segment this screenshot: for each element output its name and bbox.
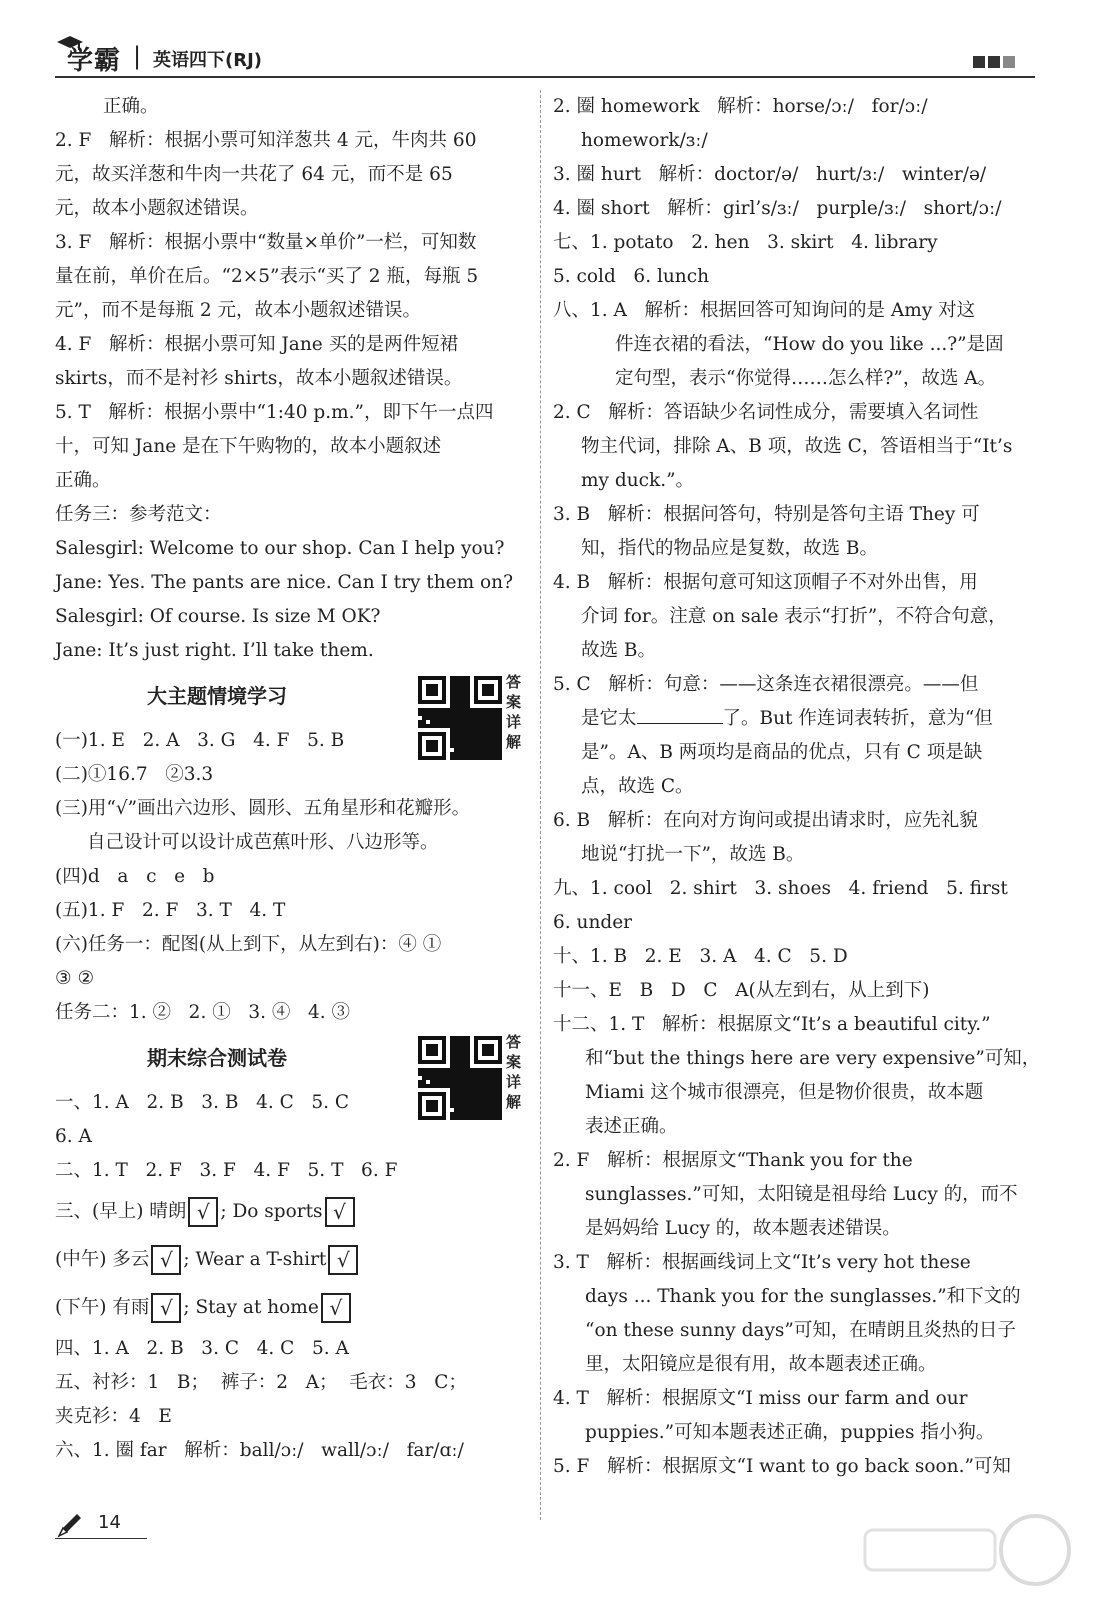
weather-check-rows [55,1188,525,1332]
answer-line: (六)任务一：配图(从上到下，从左到右)：④ ① [55,934,442,955]
answer-line: homework/ɜː/ [581,130,708,151]
answer-line: 八、1. A 解析：根据回答可知询问的是 Amy 对这 [553,300,976,321]
answer-line: 四、1. A 2. B 3. C 4. C 5. A [55,1338,349,1359]
weather-label: 三、(早上) 晴朗 [55,1201,187,1222]
answer-line: 4. F 解析：根据小票可知 Jane 买的是两件短裙 [55,334,459,355]
answer-line: “on these sunny days”可知，在晴朗且炎热的日子 [585,1320,1016,1341]
answer-line: 是”。A、B 两项均是商品的优点，只有 C 项是缺 [581,742,983,763]
answer-line: 2. F 解析：根据原文“Thank you for the [553,1150,913,1171]
answer-line: 十二、1. T 解析：根据原文“It’s a beautiful city.” [553,1014,991,1035]
answer-line: 七、1. potato 2. hen 3. skirt 4. library [553,232,938,253]
answer-line: 十一、E B D C A(从左到右，从上到下) [553,980,930,1001]
answer-line: 和“but the things here are very expensive”可知， [585,1048,1041,1069]
section-title-theme-learning: 大主题情境学习 [147,684,287,708]
page-header [55,34,1035,78]
watermark-stamp-icon [855,1510,1075,1590]
qr-code-icon [418,676,502,760]
subject-title: 英语四下(RJ) [153,50,263,71]
answer-line: my duck.”。 [581,470,695,491]
answer-line: 任务三：参考范文： [55,504,222,525]
answer-line: 量在前，单价在后。“2×5”表示“买了 2 瓶，每瓶 5 [55,266,479,287]
answer-line: 表述正确。 [585,1116,678,1137]
header-separator: | [133,42,142,70]
answer-line: 4. B 解析：根据句意可知这顶帽子不对外出售，用 [553,572,978,593]
section-title-final-exam: 期末综合测试卷 [147,1046,287,1070]
activity-label: ; Wear a T-shirt [183,1249,327,1270]
answer-line: 3. B 解析：根据问答句，特别是答句主语 They 可 [553,504,980,525]
answer-line: 5. F 解析：根据原文“I want to go back soon.”可知 [553,1456,1011,1477]
answer-line: 正确。 [103,96,159,117]
answer-line: 5. T 解析：根据小票中“1:40 p.m.”，即下午一点四 [55,402,494,423]
answer-line: skirts，而不是衬衫 shirts，故本小题叙述错误。 [55,368,463,389]
answer-block [55,90,525,668]
answer-line: 任务二：1. ② 2. ① 3. ④ 4. ③ [55,1002,351,1023]
checkbox-checked[interactable]: √ [188,1197,218,1227]
qr-label: 答案详解 [506,1033,522,1111]
answer-line: 知，指代的物品应是复数，故选 B。 [581,538,878,559]
answer-line: 6. under [553,912,632,933]
answer-line: 自己设计可以设计成芭蕉叶形、八边形等。 [87,832,439,853]
checkbox-checked[interactable]: √ [151,1245,181,1275]
answer-line: 3. T 解析：根据画线词上文“It’s very hot these [553,1252,971,1273]
answer-line: 点，故选 C。 [581,776,694,797]
footer-rule [55,1538,147,1539]
answer-line: (一)1. E 2. A 3. G 4. F 5. B [55,730,345,751]
answer-line-with-blank [553,702,1031,736]
weather-row [55,1236,525,1284]
answer-line: 十，可知 Jane 是在下午购物的，故本小题叙述 [55,436,442,457]
page-number: 14 [98,1512,121,1533]
answer-line: 地说“打扰一下”，故选 B。 [581,844,805,865]
answer-line: 3. 圈 hurt 解析：doctor/ə/ hurt/ɜː/ winter/ə/ [553,164,987,185]
header-decoration [973,56,1015,68]
answer-line: days ... Thank you for the sunglasses.”和下文的 [585,1286,1021,1307]
weather-label: (中午) 多云 [55,1249,150,1270]
answer-line: 2. C 解析：答语缺少名词性成分，需要填入名词性 [553,402,979,423]
pencil-icon [55,1510,85,1540]
answer-line: 2. F 解析：根据小票可知洋葱共 4 元，牛肉共 60 [55,130,477,151]
answer-line: (五)1. F 2. F 3. T 4. T [55,900,286,921]
answer-line: 6. B 解析：在向对方询问或提出请求时，应先礼貌 [553,810,978,831]
qr-code-icon [418,1036,502,1120]
answer-line: (三)用“√”画出六边形、圆形、五角星形和花瓣形。 [55,798,471,819]
answer-block [553,736,1041,1484]
answer-line: Jane: It’s just right. I’ll take them. [55,640,374,661]
answer-line: 物主代词，排除 A、B 项，故选 C，答语相当于“It’s [581,436,1013,457]
answer-line: Jane: Yes. The pants are nice. Can I try them on? [55,572,513,593]
answer-line: (四)d a c e b [55,866,215,887]
answer-block [55,724,525,1030]
weather-row [55,1284,525,1332]
header-rule [55,76,1035,78]
answer-line: sunglasses.”可知，太阳镜是祖母给 Lucy 的，而不 [585,1184,1018,1205]
answer-line: Salesgirl: Of course. Is size M OK? [55,606,381,627]
answer-block [55,1332,525,1468]
fill-blank [637,705,723,724]
answer-line: 里，太阳镜应是很有用，故本题表述正确。 [585,1354,937,1375]
answer-line: 件连衣裙的看法，“How do you like ...?”是固 [615,334,1004,355]
answer-line: 九、1. cool 2. shirt 3. shoes 4. friend 5. first [553,878,1008,899]
right-column [553,90,1041,1484]
answer-line: 介词 for。注意 on sale 表示“打折”，不符合句意， [581,606,1007,627]
answer-line: 十、1. B 2. E 3. A 4. C 5. D [553,946,848,967]
weather-label: (下午) 有雨 [55,1297,150,1318]
checkbox-checked[interactable]: √ [325,1197,355,1227]
answer-block [553,90,1031,668]
answer-line: 5. C 解析：句意：——这条连衣裙很漂亮。——但 [553,674,979,695]
checkbox-checked[interactable]: √ [328,1245,358,1275]
answer-line: puppies.”可知本题表述正确，puppies 指小狗。 [585,1422,995,1443]
checkbox-checked[interactable]: √ [151,1293,181,1323]
answer-line: 夹克衫：4 E [55,1406,172,1427]
answer-line: 二、1. T 2. F 3. F 4. F 5. T 6. F [55,1160,398,1181]
activity-label: ; Do sports [220,1201,323,1222]
answer-line: 一、1. A 2. B 3. B 4. C 5. C [55,1092,350,1113]
activity-label: ; Stay at home [183,1297,319,1318]
answer-line: ③ ② [55,968,95,989]
answer-line: Miami 这个城市很漂亮，但是物价很贵，故本题 [585,1082,984,1103]
answer-line: 3. F 解析：根据小票中“数量×单价”一栏，可知数 [55,232,477,253]
answer-line: 5. cold 6. lunch [553,266,709,287]
answer-line: 六、1. 圈 far 解析：ball/ɔː/ wall/ɔː/ far/ɑː/ [55,1440,464,1461]
blank-suffix: 了。But 作连词表转折，意为“但 [722,708,993,729]
column-divider [540,90,541,1520]
answer-line: 定句型，表示“你觉得……怎么样?”，故选 A。 [615,368,997,389]
answer-line: Salesgirl: Welcome to our shop. Can I help you? [55,538,505,559]
left-column [55,90,525,1468]
answer-line: 6. A [55,1126,92,1147]
answer-line: 故选 B。 [581,640,656,661]
brand-logo-text: 学霸 [67,46,122,76]
answer-line: 是妈妈给 Lucy 的，故本题表述错误。 [585,1218,901,1239]
answer-line: 元，故本小题叙述错误。 [55,198,259,219]
qr-code[interactable] [418,1036,502,1120]
answer-line: 元，故买洋葱和牛肉一共花了 64 元，而不是 65 [55,164,453,185]
answer-line: 4. T 解析：根据原文“I miss our farm and our [553,1388,968,1409]
checkbox-checked[interactable]: √ [321,1293,351,1323]
answer-line: 五、衬衫：1 B； 裤子：2 A； 毛衣：3 C； [55,1372,467,1393]
blank-prefix: 是它太 [581,708,637,729]
answer-line: 元”，而不是每瓶 2 元，故本小题叙述错误。 [55,300,421,321]
weather-row [55,1188,525,1236]
answer-line: (二)①16.7 ②3.3 [55,764,214,785]
answer-line: 正确。 [55,470,111,491]
answer-line: 2. 圈 homework 解析：horse/ɔː/ for/ɔː/ [553,96,928,117]
qr-code[interactable] [418,676,502,760]
answer-line: 4. 圈 short 解析：girl’s/ɜː/ purple/ɜː/ short/ɔː/ [553,198,1002,219]
qr-label: 答案详解 [506,673,522,751]
